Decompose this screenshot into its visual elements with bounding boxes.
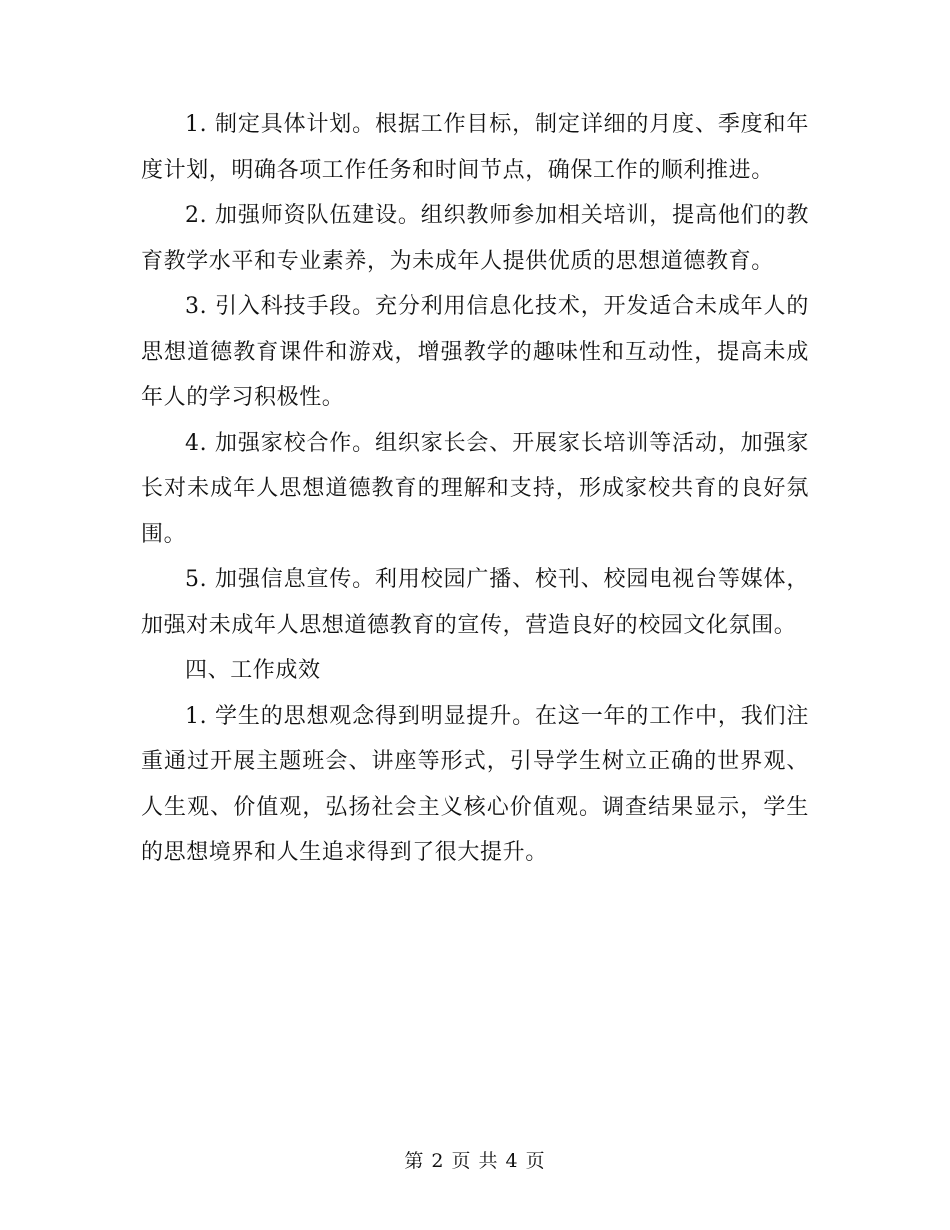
page-number: 第 2 页 共 4 页 <box>404 1150 546 1172</box>
document-body <box>141 102 809 876</box>
paragraph-home-school: 4. 加强家校合作。组织家长会、开展家长培训等活动，加强家长对未成年人思想道德教育的理解和支持，形成家校共育的良好氛围。 <box>141 430 809 547</box>
page-footer <box>0 1146 950 1173</box>
paragraph-plan: 1. 制定具体计划。根据工作目标，制定详细的月度、季度和年度计划，明确各项工作任务和时间节点，确保工作的顺利推进。 <box>141 112 809 183</box>
paragraph-technology: 3. 引入科技手段。充分利用信息化技术，开发适合未成年人的思想道德教育课件和游戏，增强教学的趣味性和互动性，提高未成年人的学习积极性。 <box>141 294 809 410</box>
paragraph-results: 1. 学生的思想观念得到明显提升。在这一年的工作中，我们注重通过开展主题班会、讲座等形式，引导学生树立正确的世界观、人生观、价值观，弘扬社会主义核心价值观。调查结果显示，学生的思想境界和人生追求得到了很大提升。 <box>141 703 809 865</box>
paragraph-teachers: 2. 加强师资队伍建设。组织教师参加相关培训，提高他们的教育教学水平和专业素养，为未成年人提供优质的思想道德教育。 <box>141 203 809 274</box>
section-heading: 四、工作成效 <box>185 658 321 683</box>
paragraph-publicity: 5. 加强信息宣传。利用校园广播、校刊、校园电视台等媒体，加强对未成年人思想道德教育的宣传，营造良好的校园文化氛围。 <box>141 567 809 638</box>
